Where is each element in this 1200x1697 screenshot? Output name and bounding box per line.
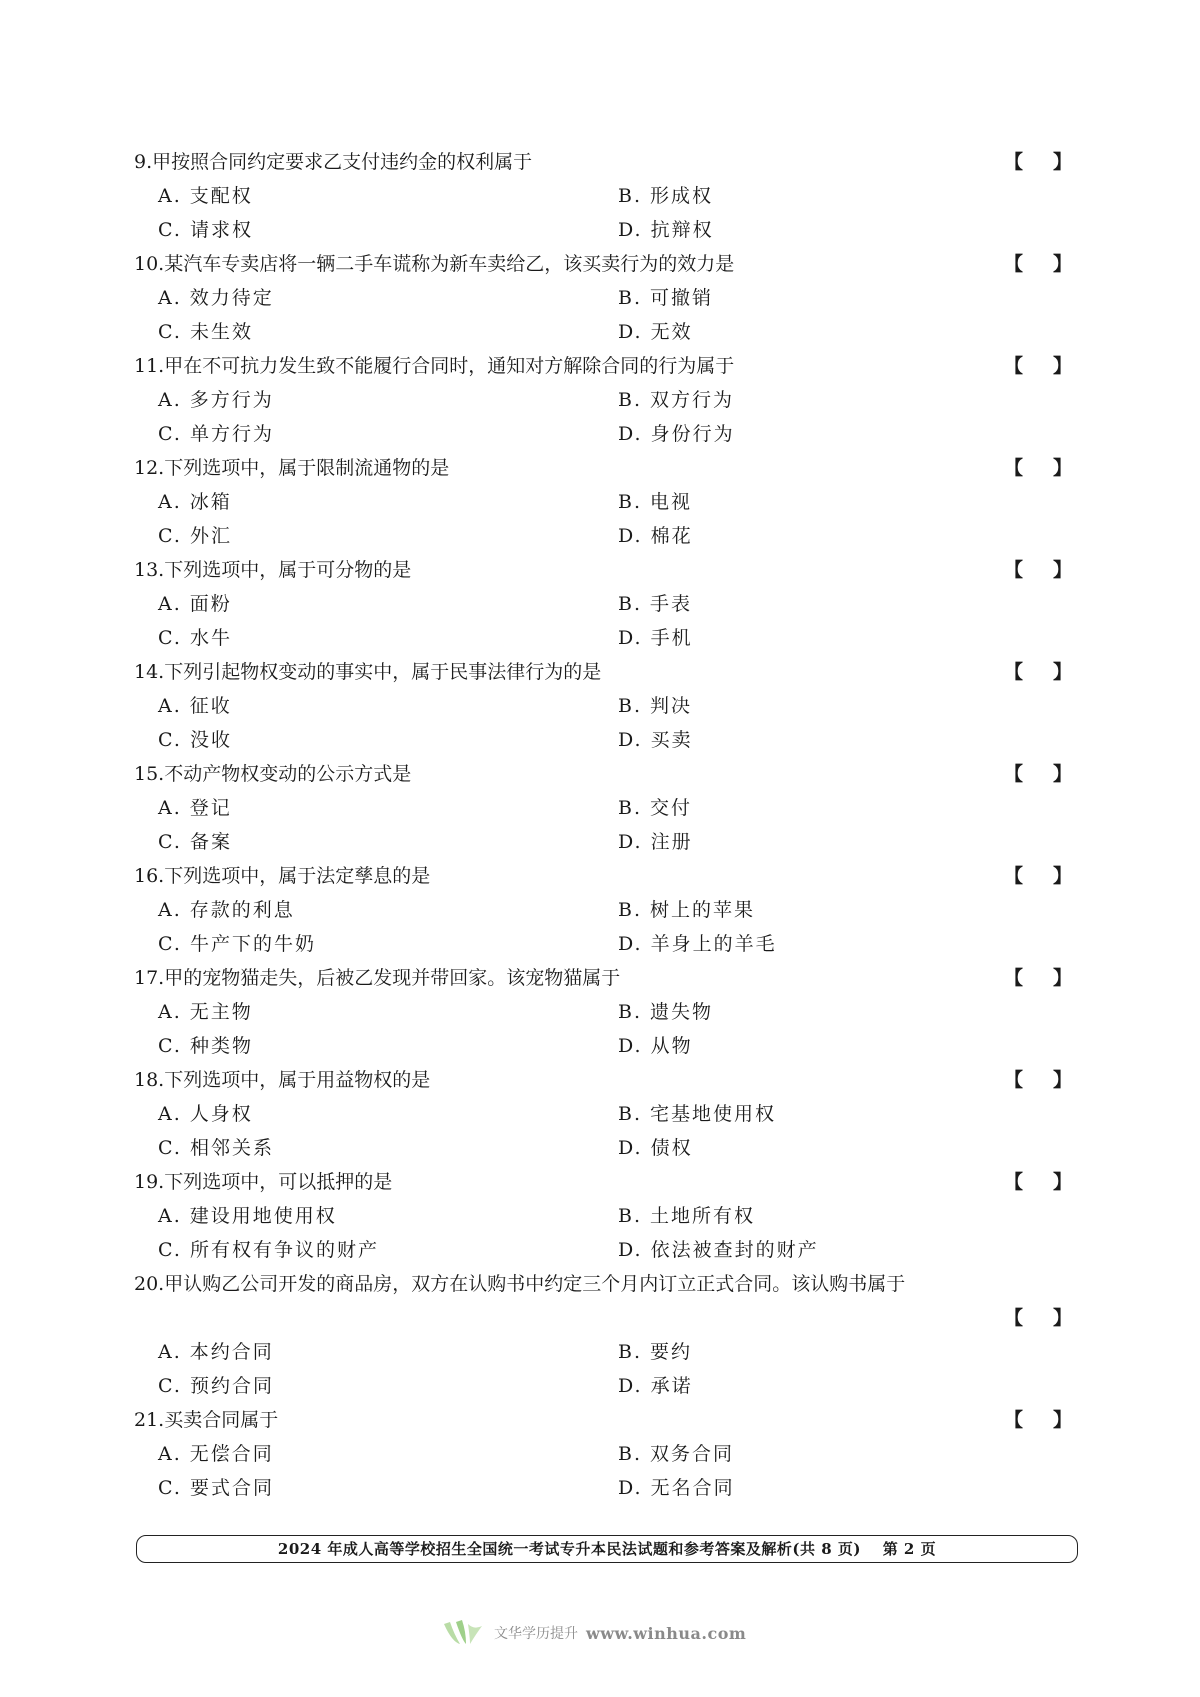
option-c: C. 请求权 [158,219,253,241]
option-d: D. 依法被查封的财产 [618,1239,819,1261]
watermark-url: www.winhua.com [586,1623,747,1643]
option-c: C. 预约合同 [158,1375,274,1397]
question-stem: 21.买卖合同属于 [134,1409,279,1431]
option-row [134,1131,1080,1165]
option-row [134,179,1080,213]
option-a: A. 建设用地使用权 [158,1205,337,1227]
question-stem-row [134,757,1080,791]
watermark [440,1618,746,1648]
question-stem-row [134,1165,1080,1199]
footer-title: 2024 年成人高等学校招生全国统一考试专升本民法试题和参考答案及解析(共 8 页) [277,1540,861,1558]
question-stem: 18.下列选项中，属于用益物权的是 [134,1069,431,1091]
answer-bracket [1004,1165,1072,1199]
option-c: C. 单方行为 [158,423,274,445]
option-row [134,417,1080,451]
watermark-text: 文华学历提升 [494,1626,578,1642]
question-item [134,349,1080,451]
question-item [134,553,1080,655]
option-b: B. 双务合同 [618,1443,735,1465]
option-a: A. 登记 [158,797,232,819]
question-stem-row [134,1063,1080,1097]
bracket-left: 【 [1004,355,1024,377]
option-c: C. 水牛 [158,627,232,649]
option-a: A. 无主物 [158,1001,253,1023]
option-b: B. 交付 [618,797,693,819]
option-a: A. 效力待定 [158,287,274,309]
option-row [134,1199,1080,1233]
option-d: D. 身份行为 [618,423,735,445]
question-item [134,1403,1080,1505]
bracket-right: 】 [1052,355,1072,377]
bracket-left: 【 [1004,457,1024,479]
option-d: D. 注册 [618,831,693,853]
option-row [134,1097,1080,1131]
bracket-right: 】 [1052,763,1072,785]
bracket-left: 【 [1004,865,1024,887]
option-row [134,1335,1080,1369]
bracket-right: 】 [1052,1409,1072,1431]
option-c: C. 所有权有争议的财产 [158,1239,379,1261]
question-item [134,451,1080,553]
question-stem-row [134,451,1080,485]
option-a: A. 多方行为 [158,389,274,411]
option-c: C. 种类物 [158,1035,253,1057]
option-row [134,893,1080,927]
question-list [134,145,1080,1505]
question-stem-row [134,349,1080,383]
option-b: B. 形成权 [618,185,714,207]
bracket-right: 】 [1052,661,1072,683]
answer-bracket [1004,1403,1072,1437]
answer-bracket-row [134,1301,1080,1335]
bracket-left: 【 [1004,1307,1024,1329]
question-stem-row [134,553,1080,587]
option-row [134,791,1080,825]
option-a: A. 面粉 [158,593,232,615]
bracket-right: 】 [1052,457,1072,479]
option-b: B. 判决 [618,695,693,717]
question-stem: 11.甲在不可抗力发生致不能履行合同时，通知对方解除合同的行为属于 [134,355,735,377]
option-b: B. 土地所有权 [618,1205,756,1227]
option-row [134,927,1080,961]
option-b: B. 可撤销 [618,287,714,309]
option-d: D. 从物 [618,1035,693,1057]
option-b: B. 双方行为 [618,389,735,411]
option-a: A. 本约合同 [158,1341,274,1363]
answer-bracket [1004,655,1072,689]
option-d: D. 无名合同 [618,1477,735,1499]
bracket-right: 】 [1052,559,1072,581]
question-stem-row [134,145,1080,179]
option-d: D. 债权 [618,1137,693,1159]
option-d: D. 羊身上的羊毛 [618,933,777,955]
question-item [134,1063,1080,1165]
question-stem: 17.甲的宠物猫走失，后被乙发现并带回家。该宠物猫属于 [134,967,621,989]
question-stem: 19.下列选项中，可以抵押的是 [134,1171,393,1193]
question-stem-row [134,961,1080,995]
bracket-right: 】 [1052,151,1072,173]
option-c: C. 备案 [158,831,232,853]
option-a: A. 人身权 [158,1103,253,1125]
answer-bracket [1004,349,1072,383]
answer-bracket [1004,247,1072,281]
option-b: B. 电视 [618,491,693,513]
option-row [134,995,1080,1029]
answer-bracket [1004,553,1072,587]
option-a: A. 冰箱 [158,491,232,513]
option-row [134,383,1080,417]
question-stem-row [134,247,1080,281]
bracket-right: 】 [1052,253,1072,275]
bracket-left: 【 [1004,661,1024,683]
option-b: B. 遗失物 [618,1001,714,1023]
option-c: C. 外汇 [158,525,232,547]
option-d: D. 棉花 [618,525,693,547]
question-item [134,1267,1080,1403]
question-item [134,145,1080,247]
option-b: B. 宅基地使用权 [618,1103,777,1125]
answer-bracket [1004,1063,1072,1097]
question-stem: 14.下列引起物权变动的事实中，属于民事法律行为的是 [134,661,602,683]
option-a: A. 支配权 [158,185,253,207]
answer-bracket [1004,145,1072,179]
bracket-right: 】 [1052,1171,1072,1193]
question-stem-row [134,859,1080,893]
question-item [134,1165,1080,1267]
option-row [134,723,1080,757]
option-b: B. 手表 [618,593,693,615]
option-d: D. 承诺 [618,1375,693,1397]
question-item [134,961,1080,1063]
option-c: C. 相邻关系 [158,1137,274,1159]
bracket-left: 【 [1004,253,1024,275]
question-item [134,859,1080,961]
option-c: C. 没收 [158,729,232,751]
option-row [134,519,1080,553]
footer-page-number: 第 2 页 [882,1540,937,1558]
option-d: D. 无效 [618,321,693,343]
question-stem: 12.下列选项中，属于限制流通物的是 [134,457,450,479]
option-a: A. 无偿合同 [158,1443,274,1465]
option-row [134,587,1080,621]
option-row [134,281,1080,315]
question-stem: 10.某汽车专卖店将一辆二手车谎称为新车卖给乙，该买卖行为的效力是 [134,253,735,275]
bracket-left: 【 [1004,763,1024,785]
question-stem-row [134,1267,1080,1301]
bracket-left: 【 [1004,1069,1024,1091]
answer-bracket [1004,1301,1072,1335]
answer-bracket [1004,757,1072,791]
question-stem-row [134,655,1080,689]
question-stem: 13.下列选项中，属于可分物的是 [134,559,412,581]
option-b: B. 要约 [618,1341,693,1363]
option-c: C. 未生效 [158,321,253,343]
question-stem: 20.甲认购乙公司开发的商品房，双方在认购书中约定三个月内订立正式合同。该认购书属于 [134,1273,906,1295]
winhua-leaf-logo-icon [440,1618,486,1648]
question-item [134,655,1080,757]
question-stem-row [134,1403,1080,1437]
option-c: C. 牛产下的牛奶 [158,933,316,955]
question-item [134,757,1080,859]
option-row [134,1029,1080,1063]
option-row [134,689,1080,723]
bracket-right: 】 [1052,865,1072,887]
option-row [134,1471,1080,1505]
question-stem: 16.下列选项中，属于法定孳息的是 [134,865,431,887]
question-stem: 15.不动产物权变动的公示方式是 [134,763,412,785]
question-item [134,247,1080,349]
answer-bracket [1004,451,1072,485]
bracket-right: 】 [1052,1069,1072,1091]
bracket-left: 【 [1004,559,1024,581]
option-row [134,1233,1080,1267]
option-a: A. 征收 [158,695,232,717]
option-b: B. 树上的苹果 [618,899,756,921]
page-footer [136,1535,1078,1563]
option-row [134,1369,1080,1403]
option-a: A. 存款的利息 [158,899,295,921]
bracket-left: 【 [1004,967,1024,989]
option-d: D. 抗辩权 [618,219,714,241]
option-row [134,213,1080,247]
bracket-right: 】 [1052,1307,1072,1329]
option-c: C. 要式合同 [158,1477,274,1499]
option-row [134,621,1080,655]
option-row [134,315,1080,349]
bracket-right: 】 [1052,967,1072,989]
bracket-left: 【 [1004,1171,1024,1193]
answer-bracket [1004,961,1072,995]
bracket-left: 【 [1004,1409,1024,1431]
option-row [134,1437,1080,1471]
option-d: D. 买卖 [618,729,693,751]
answer-bracket [1004,859,1072,893]
question-stem: 9.甲按照合同约定要求乙支付违约金的权利属于 [134,151,533,173]
option-row [134,825,1080,859]
bracket-left: 【 [1004,151,1024,173]
option-row [134,485,1080,519]
option-d: D. 手机 [618,627,693,649]
